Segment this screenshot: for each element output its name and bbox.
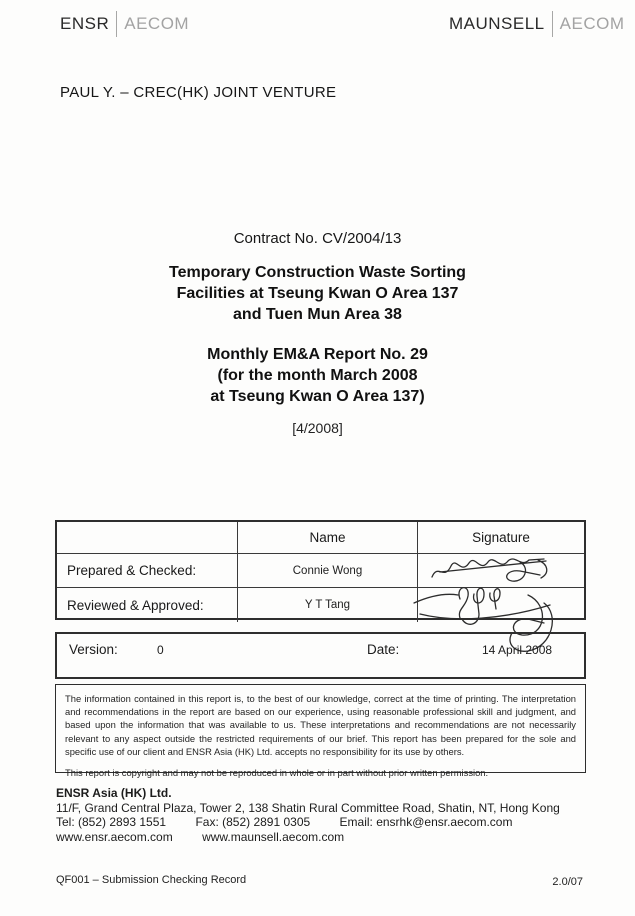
report-title-line3: at Tseung Kwan O Area 137): [210, 388, 425, 405]
company-email: Email: ensrhk@ensr.aecom.com: [339, 815, 513, 830]
table-header-name: Name: [238, 522, 418, 554]
ensr-logo-text: ENSR: [60, 14, 110, 33]
footer-version-reference: 2.0/07: [552, 876, 583, 888]
project-title-line2: Facilities at Tseung Kwan O Area 137: [176, 285, 459, 302]
table-row-prepared-role: Prepared & Checked:: [57, 554, 238, 588]
table-header-signature: Signature: [418, 522, 584, 554]
company-tel: Tel: (852) 2893 1551: [56, 815, 167, 830]
joint-venture-title: PAUL Y. – CREC(HK) JOINT VENTURE: [60, 84, 337, 101]
report-title-line2: (for the month March 2008: [217, 367, 418, 384]
table-row-prepared-signature-cell: [418, 554, 584, 588]
table-header-blank: [57, 522, 238, 554]
version-date-box: [55, 632, 586, 679]
report-title-line1: Monthly EM&A Report No. 29: [207, 346, 428, 363]
ensr-aecom-logo: [60, 12, 189, 36]
approval-table: [55, 520, 586, 620]
company-address: 11/F, Grand Central Plaza, Tower 2, 138 Shatin Rural Committee Road, Shatin, NT, Hong Kong: [56, 800, 560, 815]
report-title: [0, 344, 635, 407]
table-row-reviewed-role: Reviewed & Approved:: [57, 588, 238, 622]
disclaimer-paragraph-1: The information contained in this report is, to the best of our knowledge, correct at the time of printing. The interpretation and recommendations in the report are based on our experience, using reasonable professional skill and judgment, and based upon the information that was available to us. These interpretations and recommendations are not necessarily relevant to any aspect outside the restricted requirements of our brief. This report has been prepared for the sole and specific use of our client and ENSR Asia (HK) Ltd. accepts no responsibility for its use by others.: [65, 693, 576, 757]
table-row-reviewed-signature-cell: [418, 588, 584, 622]
date-value: 14 April 2008: [482, 643, 553, 657]
aecom-logo-text: AECOM: [124, 14, 190, 33]
table-row-reviewed-name: Y T Tang: [238, 588, 418, 622]
date-label: Date:: [367, 642, 400, 657]
logo-divider-line: [116, 11, 117, 37]
version-label: Version:: [69, 642, 118, 657]
project-title-line1: Temporary Construction Waste Sorting: [169, 264, 466, 281]
company-fax: Fax: (852) 2891 0305: [195, 815, 311, 830]
company-website-ensr: www.ensr.aecom.com: [56, 829, 173, 844]
table-row-prepared-name: Connie Wong: [238, 554, 418, 588]
maunsell-aecom-logo: [449, 12, 624, 36]
company-name: ENSR Asia (HK) Ltd.: [56, 786, 172, 800]
maunsell-logo-text: MAUNSELL: [449, 14, 545, 33]
version-value: 0: [157, 643, 164, 657]
project-title: [0, 262, 635, 325]
contract-number: Contract No. CV/2004/13: [233, 230, 402, 247]
company-website-maunsell: www.maunsell.aecom.com: [202, 829, 345, 844]
disclaimer-paragraph-2: This report is copyright and may not be reproduced in whole or in part without prior written permission.: [65, 767, 489, 779]
project-title-line3: and Tuen Mun Area 38: [233, 306, 402, 323]
disclaimer-box: [55, 684, 586, 779]
footer-form-reference: QF001 – Submission Checking Record: [56, 874, 247, 886]
company-websites: [56, 830, 596, 845]
aecom-logo-text: AECOM: [559, 14, 625, 33]
logo-divider-line: [552, 11, 553, 37]
company-info: [56, 786, 596, 844]
issue-code: [4/2008]: [292, 420, 343, 436]
company-contacts: [56, 815, 596, 830]
